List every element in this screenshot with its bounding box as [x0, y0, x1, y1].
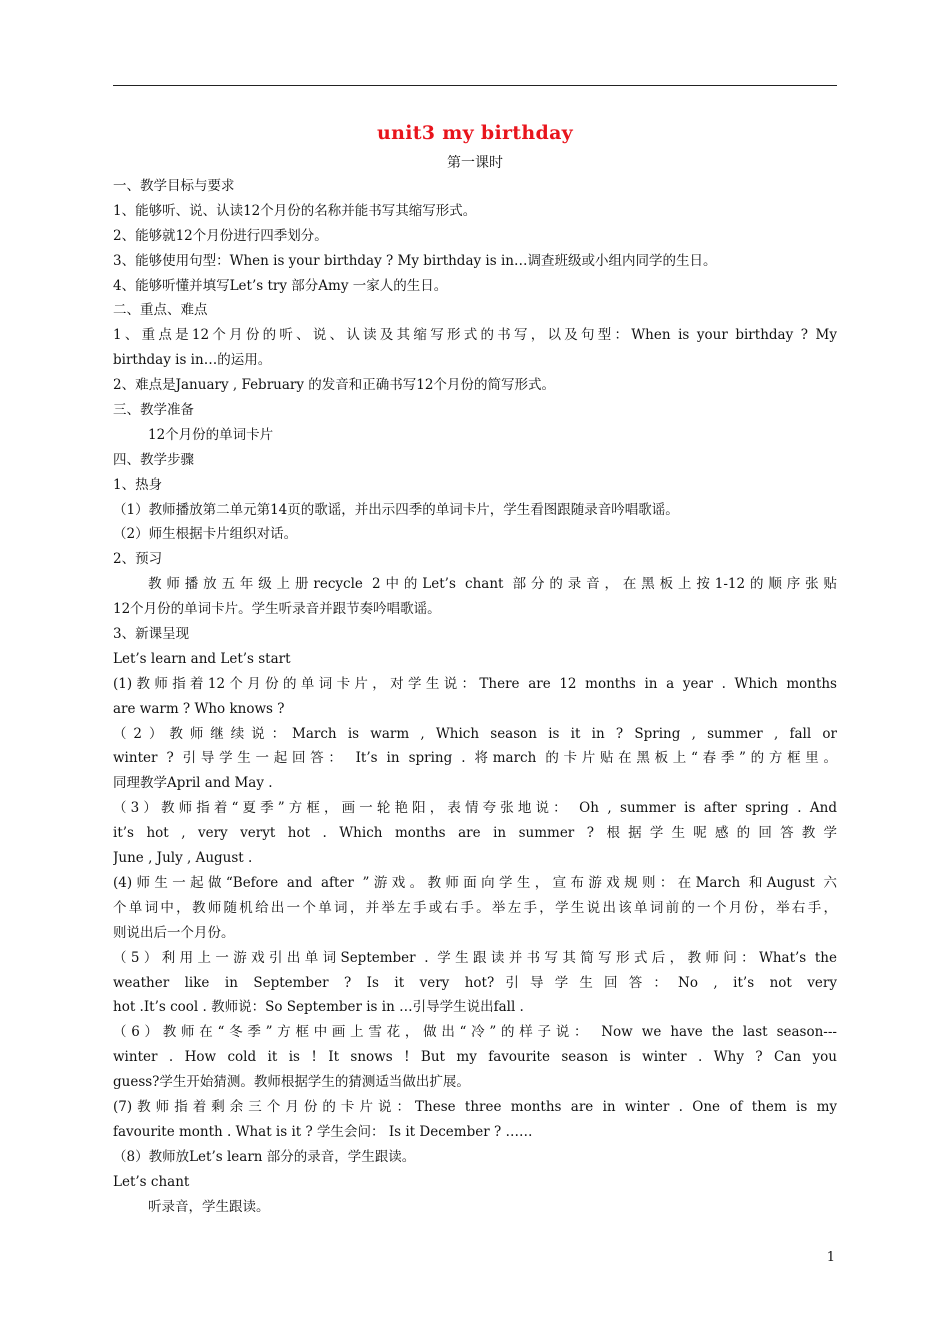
text-line: (4)师生一起做“Before and after ”游戏。教师面向学生，宣布游戏规则：在March 和August 六 — [113, 874, 837, 891]
page-number: 1 — [826, 1250, 835, 1265]
text-line: (1)教师指着12个月份的单词卡片，对学生说：There are 12 months in a year . Which months — [113, 675, 837, 692]
text-line: 个单词中，教师随机给出一个单词，并举左手或右手。举左手，学生说出该单词前的一个月份，举右手， — [113, 899, 837, 916]
text-line: 4、能够听懂并填写Let’s try 部分Amy 一家人的生日。 — [113, 277, 448, 294]
text-line: 同理教学April and May . — [113, 775, 273, 792]
text-line: winter ? 引导学生一起回答： It’s in spring . 将march 的卡片贴在黑板上“春季”的方框里。 — [113, 750, 837, 767]
subsection-heading: 2、预习 — [113, 551, 163, 568]
text-line: 12个月份的单词卡片 — [148, 426, 274, 443]
text-line: （6）教师在“冬季”方框中画上雪花，做出“冷”的样子说： Now we have the last season--- — [113, 1024, 837, 1041]
text-line: 2、难点是January , February 的发音和正确书写12个月份的简写形式。 — [113, 377, 555, 394]
text-line: （5）利用上一游戏引出单词September . 学生跟读并书写其简写形式后，教师问：What’s the — [113, 949, 837, 966]
page-title: unit3 my birthday — [376, 122, 574, 144]
section-heading: 四、教学步骤 — [113, 451, 194, 468]
text-line: 教师播放五年级上册recycle 2中的Let’s chant 部分的录音，在黑板上按1-12的顺序张贴 — [148, 576, 837, 593]
text-line: 1、能够听、说、认读12个月份的名称并能书写其缩写形式。 — [113, 202, 477, 219]
text-line: （2）师生根据卡片组织对话。 — [113, 526, 298, 543]
section-heading: 一、教学目标与要求 — [113, 178, 235, 194]
text-line: Let’s chant — [113, 1173, 190, 1190]
document-body — [113, 174, 837, 1219]
section-heading: 二、重点、难点 — [113, 302, 208, 319]
section-heading: 三、教学准备 — [113, 402, 194, 419]
text-line: favourite month . What is it ? 学生会问： Is it December ? …… — [113, 1123, 533, 1140]
text-line: Let’s learn and Let’s start — [113, 650, 291, 667]
text-line: （2）教师继续说：March is warm , Which season is it in ? Spring , summer , fall or — [113, 725, 837, 742]
subsection-heading: 1、热身 — [113, 476, 163, 493]
text-line: it’s hot , very veryt hot . Which months are in summer ? 根据学生呢感的回答教学 — [113, 825, 837, 842]
subsection-heading: 3、新课呈现 — [113, 626, 190, 643]
page-subtitle: 第一课时 — [447, 155, 503, 171]
text-line: （1）教师播放第二单元第14页的歌谣，并出示四季的单词卡片，学生看图跟随录音吟唱歌谣。 — [113, 501, 679, 518]
text-line: weather like in September ? Is it very hot?引导学生回答：No , it’s not very — [113, 974, 837, 991]
text-line: are warm ? Who knows ? — [113, 700, 285, 717]
text-line: 3、能够使用句型：When is your birthday ? My birthday is in…调查班级或小组内同学的生日。 — [113, 252, 717, 269]
text-line: 2、能够就12个月份进行四季划分。 — [113, 227, 328, 244]
text-line: hot .It’s cool . 教师说：So September is in …引导学生说出fall . — [113, 999, 524, 1016]
text-line: （8）教师放Let’s learn 部分的录音，学生跟读。 — [113, 1148, 416, 1165]
text-line: (7)教师指着剩余三个月份的卡片说：These three months are in winter . One of them is my — [113, 1098, 837, 1115]
text-line: 听录音，学生跟读。 — [148, 1198, 270, 1215]
text-line: birthday is in…的运用。 — [113, 352, 272, 369]
text-line: 12个月份的单词卡片。学生听录音并跟节奏吟唱歌谣。 — [113, 601, 441, 618]
text-line: June , July , August . — [113, 850, 253, 867]
text-line: winter . How cold it is ! It snows ! But my favourite season is winter . Why ? Can you — [113, 1049, 837, 1066]
text-line: guess?学生开始猜测。教师根据学生的猜测适当做出扩展。 — [113, 1074, 470, 1091]
header-rule — [113, 85, 837, 86]
text-line: （3）教师指着“夏季”方框，画一轮艳阳，表情夸张地说： Oh , summer is after spring . And — [113, 800, 837, 817]
text-line: 1、重点是12个月份的听、说、认读及其缩写形式的书写，以及句型：When is your birthday ? My — [113, 327, 837, 344]
text-line: 则说出后一个月份。 — [113, 924, 235, 941]
